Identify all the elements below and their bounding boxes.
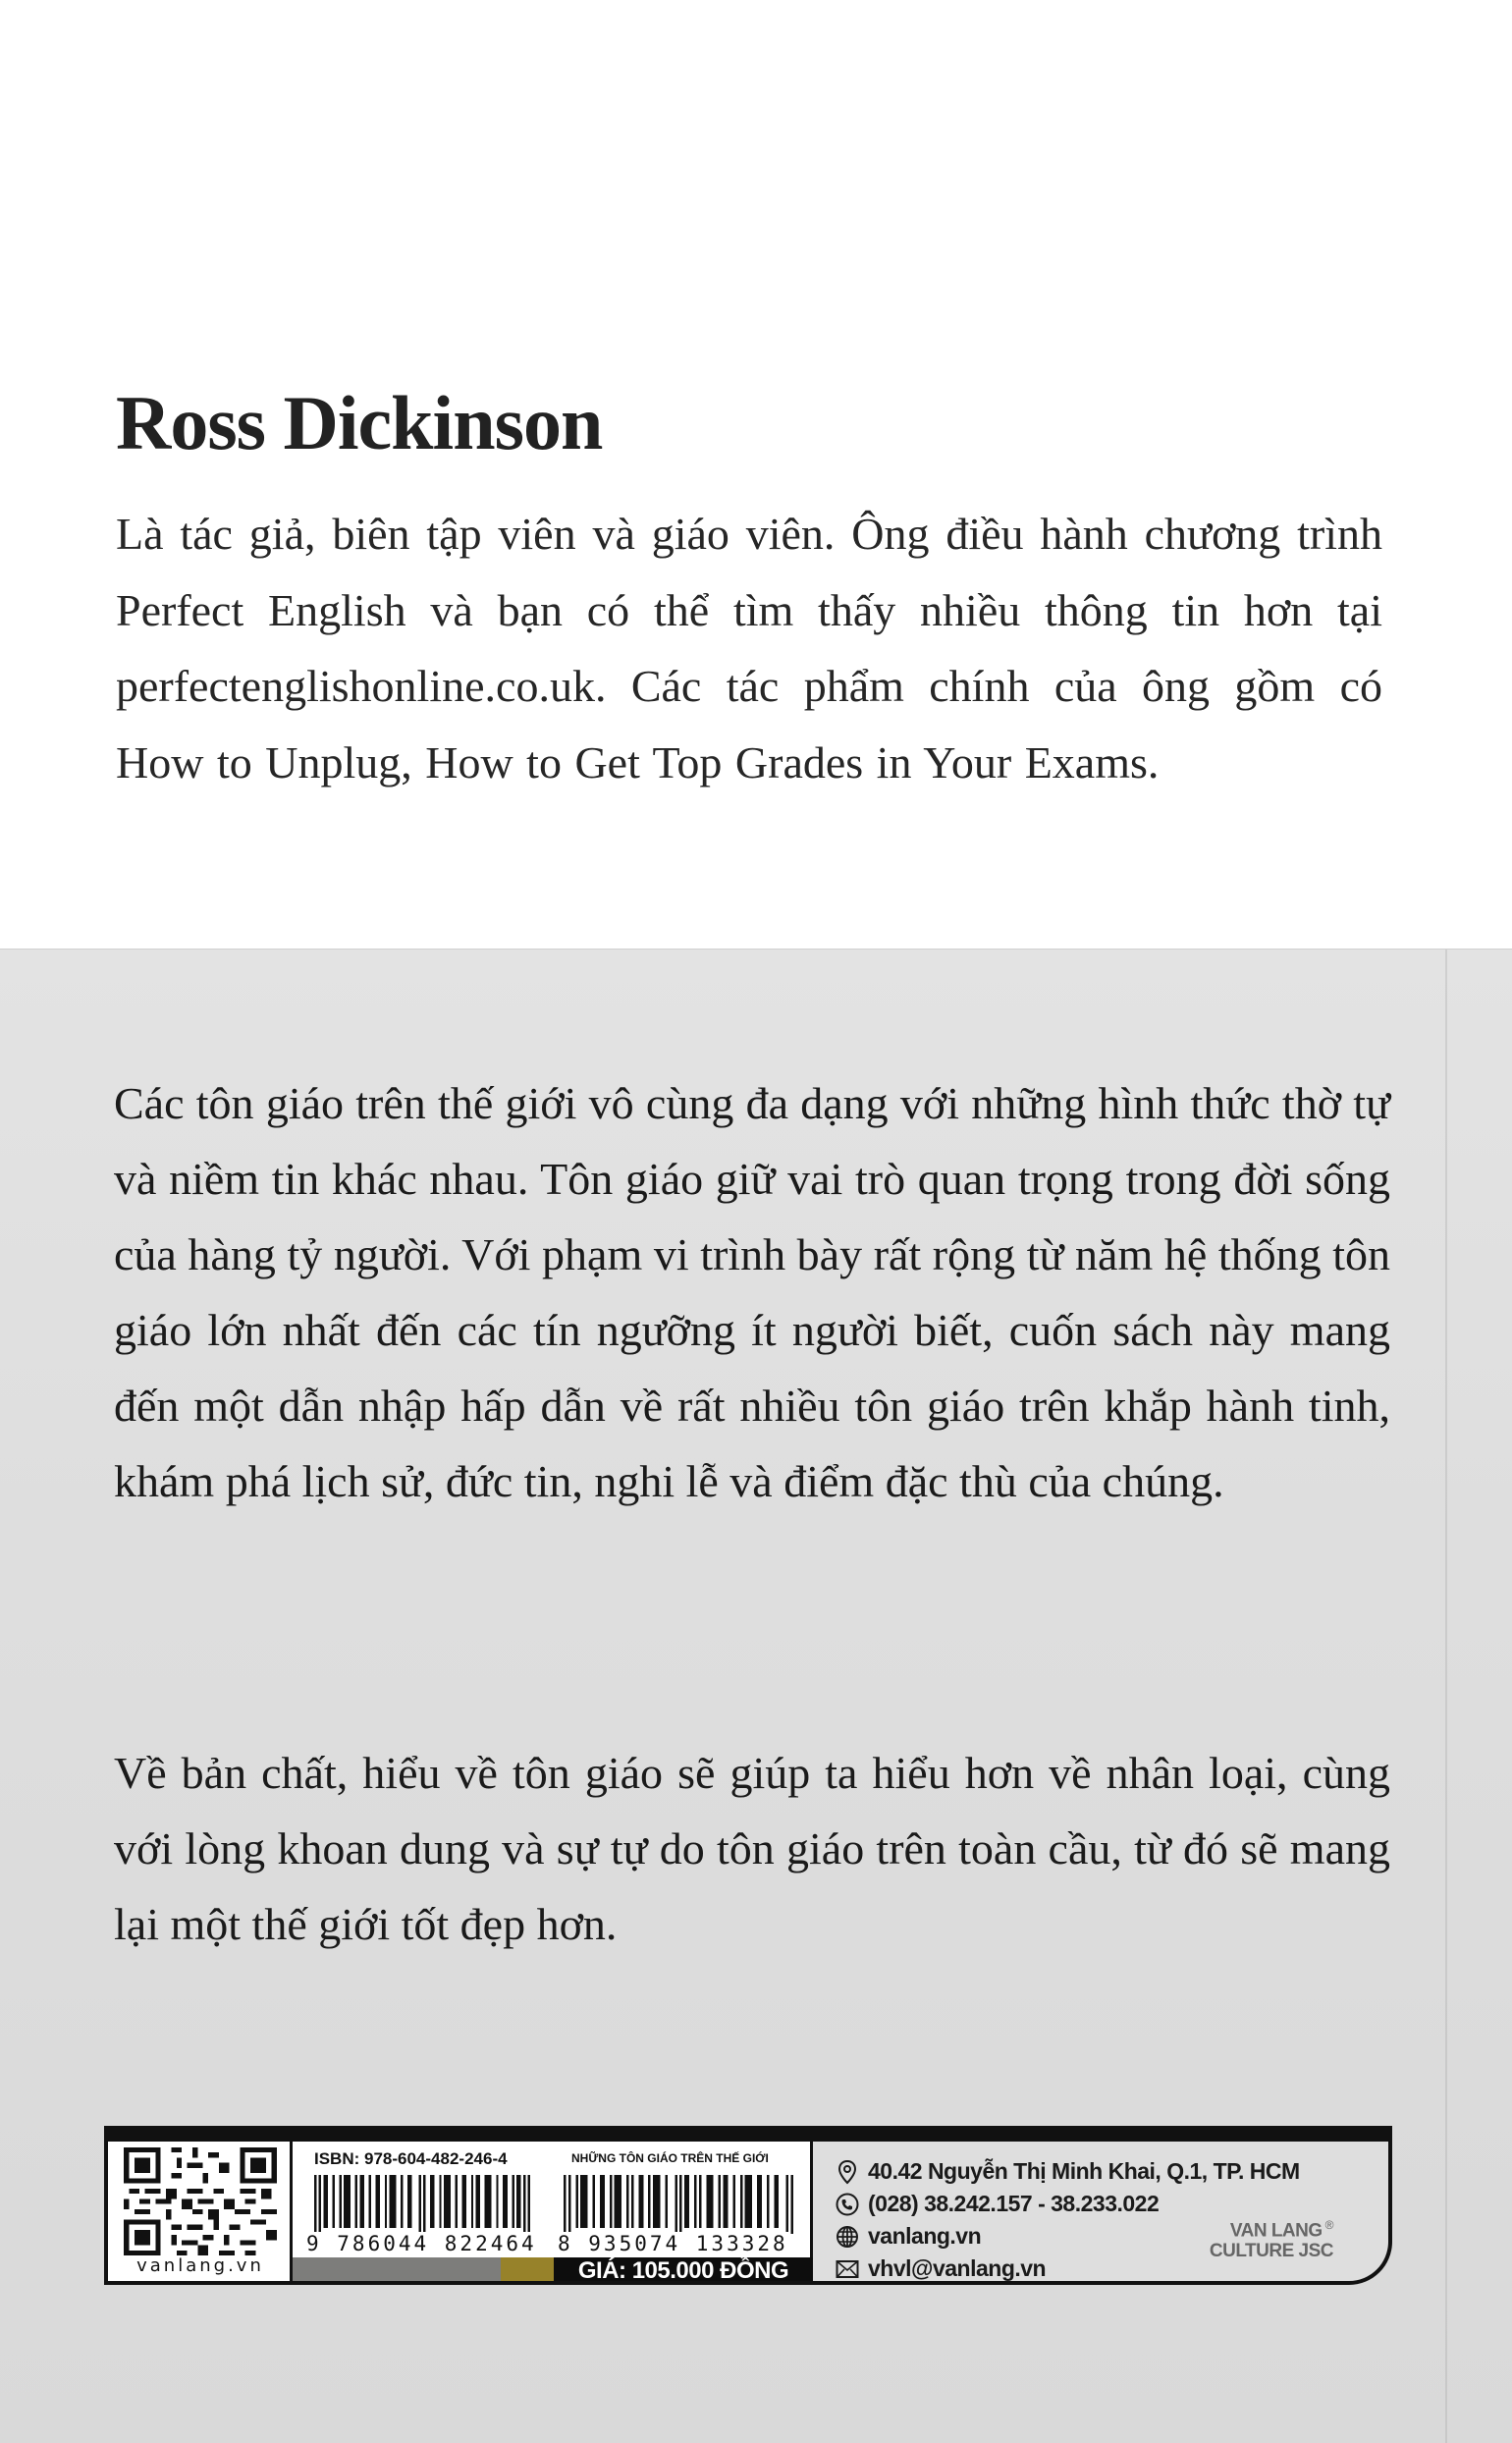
isbn-label: ISBN: 978-604-482-246-4: [314, 2149, 508, 2168]
barcode-block: [293, 2142, 813, 2284]
registered-mark: ®: [1324, 2217, 1333, 2232]
map-pin-icon: [835, 2159, 860, 2185]
phone-text[interactable]: (028) 38.242.157 - 38.233.022: [868, 2191, 1160, 2216]
price-bar: [293, 2257, 813, 2285]
isbn-barcode-digits: 9 786044 822464: [306, 2232, 537, 2255]
book-description-section: [0, 949, 1512, 2443]
price-bar-gold-block: [501, 2257, 554, 2285]
publisher-info-box: [104, 2126, 1392, 2285]
address-text: 40.42 Nguyễn Thị Minh Khai, Q.1, TP. HCM: [868, 2158, 1300, 2184]
qr-website-label: vanlang.vn: [136, 2255, 264, 2276]
qr-block: [108, 2142, 293, 2281]
price-label: GIÁ: 105.000 ĐỒNG: [554, 2257, 813, 2285]
qr-code-icon[interactable]: [124, 2147, 277, 2255]
description-paragraph-1: Các tôn giáo trên thế giới vô cùng đa dạng với những hình thức thờ tự và niềm tin khác nhau. Tôn giáo giữ vai trò quan trọng trong đời sống của hàng tỷ người. Với phạm vi trình bày rất rộng từ năm hệ thống tôn giáo lớn nhất đến các tín ngưỡng ít người biết, cuốn sách này mang đến một dẫn nhập hấp dẫn về rất nhiều tôn giáo trên khắp hành tinh, khám phá lịch sử, đức tin, nghi lễ và điểm đặc thù của chúng.: [114, 1078, 1390, 1506]
brand-line-2: CULTURE JSC: [1209, 2241, 1333, 2261]
product-barcode-icon: [564, 2175, 793, 2234]
publisher-logo: [1210, 2215, 1333, 2261]
author-section: [0, 0, 1512, 949]
product-barcode-digits: 8 935074 133328: [558, 2232, 788, 2255]
envelope-icon: [835, 2256, 860, 2282]
brand-line-1: VAN LANG: [1229, 2220, 1323, 2241]
author-bio: Là tác giả, biên tập viên và giáo viên. Ông điều hành chương trình Perfect English và bạn có thể tìm thấy nhiều thông tin hơn tại perfectenglishonline.co.uk. Các tác phẩm chính của ông gồm có How to Unplug, How to Get Top Grades in Your Exams.: [116, 509, 1382, 787]
contact-address: [835, 2155, 1384, 2188]
description-paragraph-2: Về bản chất, hiểu về tôn giáo sẽ giúp ta hiểu hơn về nhân loại, cùng với lòng khoan dung và sự tự do tôn giáo trên toàn cầu, từ đó sẽ mang lại một thế giới tốt đẹp hơn.: [114, 1748, 1390, 1949]
price-bar-gray-block: [293, 2257, 501, 2285]
author-name: Ross Dickinson: [116, 380, 603, 465]
email-text[interactable]: vhvl@vanlang.vn: [868, 2255, 1047, 2281]
globe-icon: [835, 2224, 860, 2250]
phone-icon: [835, 2192, 860, 2217]
book-title-label: NHỮNG TÔN GIÁO TRÊN THẾ GIỚI: [571, 2151, 769, 2165]
cover-fold-line: [1445, 950, 1447, 2443]
website-text[interactable]: vanlang.vn: [868, 2223, 982, 2249]
isbn-barcode-icon: [314, 2175, 530, 2234]
